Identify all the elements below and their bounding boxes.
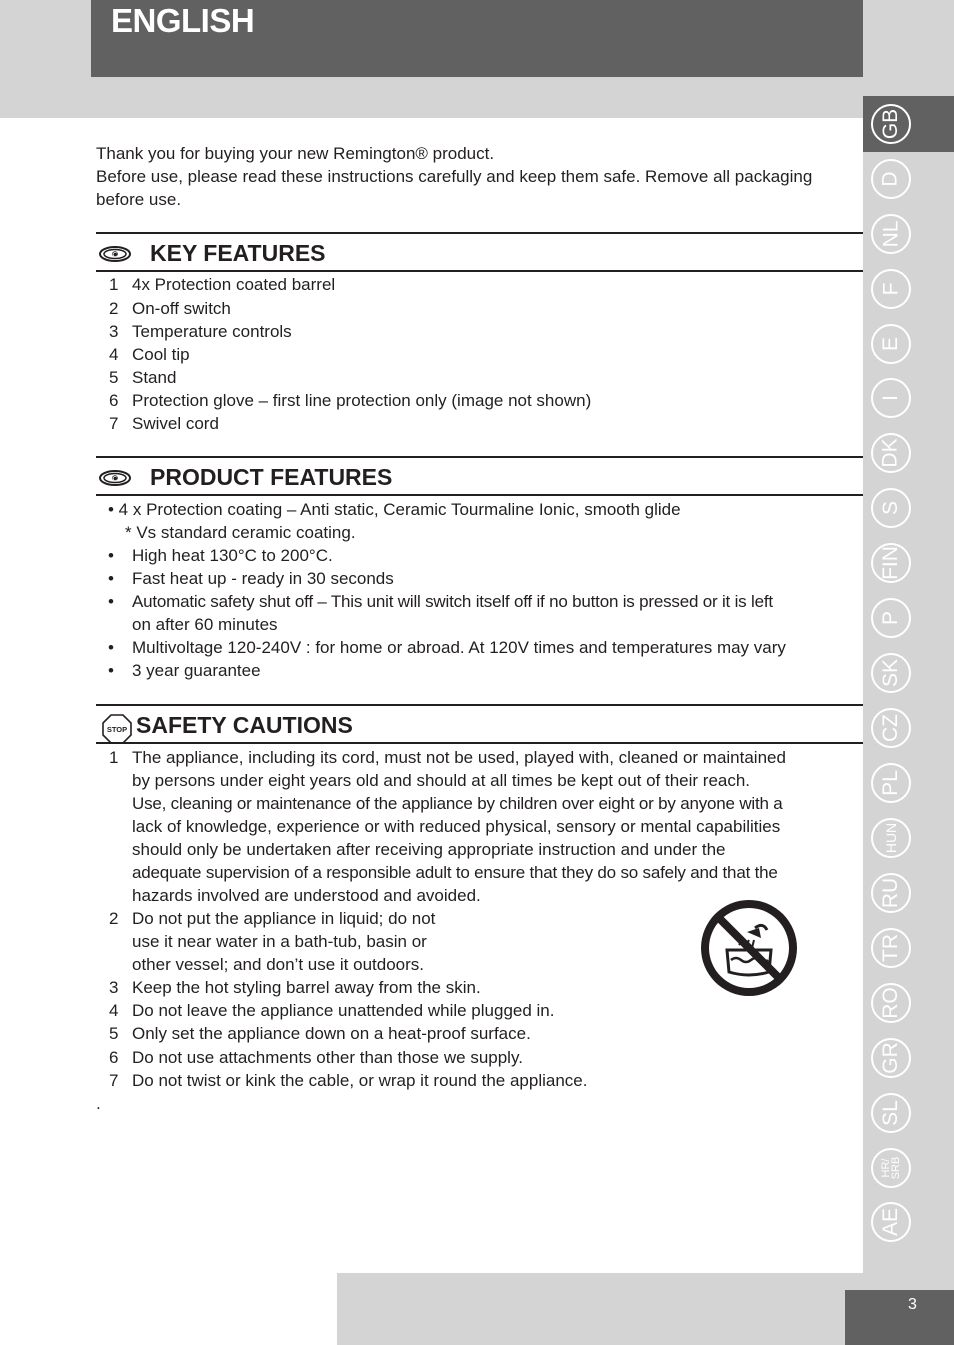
caution-line: Do not leave the appliance unattended while plugged in. xyxy=(132,1001,555,1020)
caution-line: Only set the appliance down on a heat-proof surface. xyxy=(132,1024,531,1043)
lang-tab-pl[interactable]: PL xyxy=(863,755,954,811)
caution-line: hazards involved are understood and avoided. xyxy=(132,886,481,905)
bullet: • xyxy=(108,569,114,588)
lang-tab-gr[interactable]: GR xyxy=(863,1030,954,1086)
no-water-icon xyxy=(699,898,799,1003)
list-item: Stand xyxy=(132,368,177,387)
lang-tab-e[interactable]: E xyxy=(863,316,954,372)
list-number: 6 xyxy=(109,1048,119,1067)
lang-tab-hr-srb[interactable]: HR/ SRB xyxy=(863,1140,954,1196)
feature-line: 3 year guarantee xyxy=(132,661,261,680)
feature-line: • 4 x Protection coating – Anti static, Ceramic Tourmaline Ionic, smooth glide xyxy=(108,500,681,519)
lang-tab-p[interactable]: P xyxy=(863,590,954,646)
lang-tab-s[interactable]: S xyxy=(863,480,954,536)
list-number: 2 xyxy=(109,909,119,928)
section-title: SAFETY CAUTIONS xyxy=(136,712,353,738)
feature-note: * Vs standard ceramic coating. xyxy=(125,523,356,542)
list-number: 1 xyxy=(109,275,119,294)
svg-text:C: C xyxy=(112,252,118,259)
caution-line: Do not use attachments other than those we supply. xyxy=(132,1048,523,1067)
intro-line: before use. xyxy=(96,190,182,209)
lang-tab-sk[interactable]: SK xyxy=(863,645,954,701)
lang-tab-cz[interactable]: CZ xyxy=(863,700,954,756)
list-number: 2 xyxy=(109,299,119,318)
list-number: 7 xyxy=(109,414,119,433)
list-number: 1 xyxy=(109,748,119,767)
bullet: • xyxy=(108,661,114,680)
feature-line: Multivoltage 120-240V : for home or abroad. At 120V times and temperatures may vary xyxy=(132,638,786,657)
product-features-header xyxy=(96,456,863,496)
caution-line: Keep the hot styling barrel away from the skin. xyxy=(132,978,481,997)
caution-line: by persons under eight years old and should at all times be kept out of their reach. xyxy=(132,771,751,790)
lang-tab-f[interactable]: F xyxy=(863,261,954,317)
feature-line: Fast heat up - ready in 30 seconds xyxy=(132,569,394,588)
list-item: Cool tip xyxy=(132,345,190,364)
bullet: • xyxy=(108,592,114,611)
bullet: • xyxy=(108,638,114,657)
intro-line: Thank you for buying your new Remington® product. xyxy=(96,144,495,163)
svg-text:C: C xyxy=(112,476,118,483)
lang-tab-tr[interactable]: TR xyxy=(863,920,954,976)
caution-line: adequate supervision of a responsible adult to ensure that they do so safely and that the xyxy=(132,863,778,882)
intro-text xyxy=(96,142,856,211)
lang-tab-hun[interactable]: HUN xyxy=(863,810,954,866)
lang-tab-ru[interactable]: RU xyxy=(863,865,954,921)
lang-tab-d[interactable]: D xyxy=(863,151,954,207)
eye-icon xyxy=(98,469,132,492)
feature-line: on after 60 minutes xyxy=(132,615,278,634)
lang-tab-gb[interactable] xyxy=(863,96,954,152)
caution-line: Do not twist or kink the cable, or wrap it round the appliance. xyxy=(132,1071,588,1090)
caution-line: should only be undertaken after receiving appropriate instruction and under the xyxy=(132,840,726,859)
page-number-box xyxy=(845,1290,954,1345)
list-item: On-off switch xyxy=(132,299,231,318)
list-item: Temperature controls xyxy=(132,322,292,341)
list-number: 5 xyxy=(109,368,119,387)
lang-circle: GB xyxy=(871,104,911,144)
header-bar xyxy=(91,0,863,77)
lang-tab-sl[interactable]: SL xyxy=(863,1085,954,1141)
page-title: ENGLISH xyxy=(111,2,255,39)
list-item: Protection glove – first line protection only (image not shown) xyxy=(132,391,592,410)
bullet: • xyxy=(108,546,114,565)
list-number: 5 xyxy=(109,1024,119,1043)
page-number: 3 xyxy=(908,1296,917,1313)
caution-line: Use, cleaning or maintenance of the appliance by children over eight or by anyone with a xyxy=(132,794,783,813)
lang-tab-ro[interactable]: RO xyxy=(863,975,954,1031)
list-item: 4x Protection coated barrel xyxy=(132,275,336,294)
caution-line: use it near water in a bath-tub, basin or xyxy=(132,932,427,951)
list-item: Swivel cord xyxy=(132,414,219,433)
lang-tab-dk[interactable]: DK xyxy=(863,425,954,481)
section-title: PRODUCT FEATURES xyxy=(150,464,393,490)
lang-tab-nl[interactable]: NL xyxy=(863,206,954,262)
feature-line: Automatic safety shut off – This unit will switch itself off if no button is pressed or it is left xyxy=(132,592,773,611)
list-number: 7 xyxy=(109,1071,119,1090)
key-features-header xyxy=(96,232,863,272)
intro-line: Before use, please read these instructions carefully and keep them safe. Remove all packaging xyxy=(96,167,813,186)
safety-cautions-header xyxy=(96,704,863,744)
lang-tab-i[interactable]: I xyxy=(863,370,954,426)
list-number: 3 xyxy=(109,978,119,997)
caution-line: The appliance, including its cord, must not be used, played with, cleaned or maintained xyxy=(132,748,786,767)
stop-icon xyxy=(102,714,132,749)
eye-icon xyxy=(98,245,132,268)
lang-tab-fin[interactable]: FIN xyxy=(863,535,954,591)
svg-text:STOP: STOP xyxy=(106,725,128,734)
list-number: 3 xyxy=(109,322,119,341)
list-number: 4 xyxy=(109,1001,119,1020)
trailing-period: . xyxy=(96,1094,101,1113)
lang-tab-ae[interactable]: AE xyxy=(863,1194,954,1250)
caution-line: Do not put the appliance in liquid; do not xyxy=(132,909,436,928)
list-number: 4 xyxy=(109,345,119,364)
section-title: KEY FEATURES xyxy=(150,240,326,266)
caution-line: lack of knowledge, experience or with reduced physical, sensory or mental capabilities xyxy=(132,817,781,836)
feature-line: High heat 130°C to 200°C. xyxy=(132,546,333,565)
list-number: 6 xyxy=(109,391,119,410)
caution-line: other vessel; and don’t use it outdoors. xyxy=(132,955,425,974)
